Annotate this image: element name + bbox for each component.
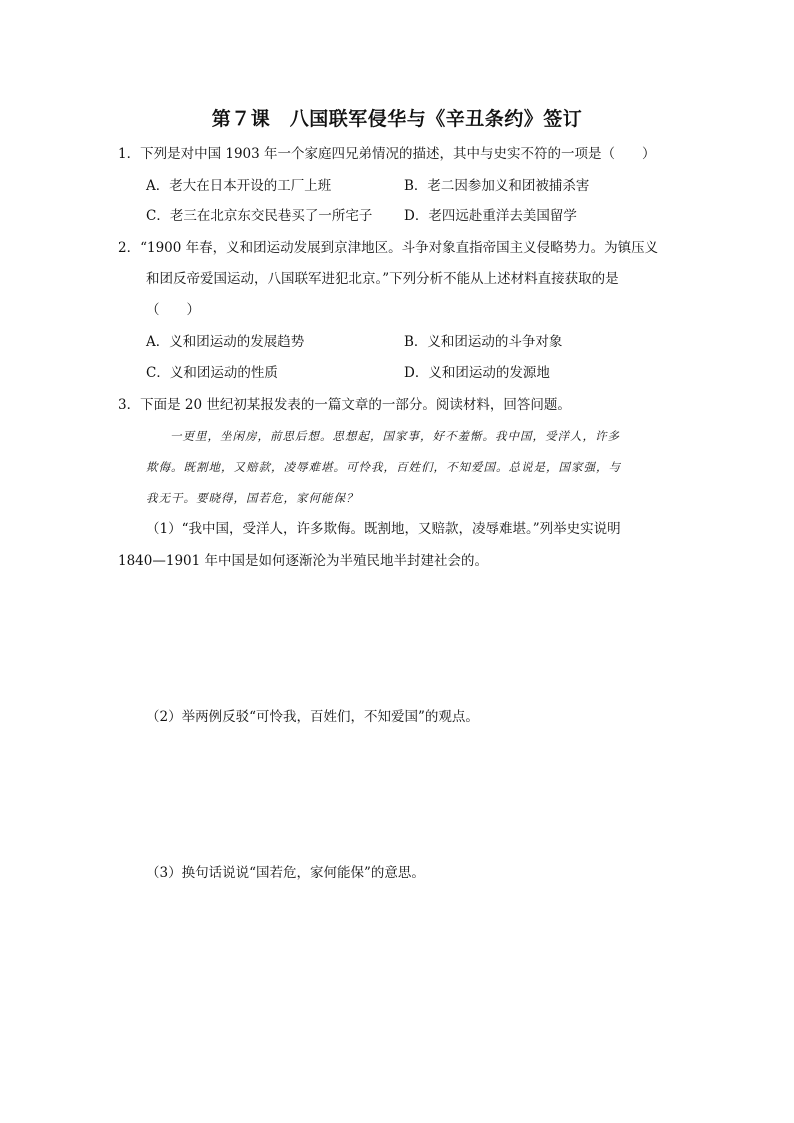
q1-option-d: D．老四远赴重洋去美国留学 [404, 208, 577, 224]
q1-option-a: A．老大在日本开设的工厂上班 [146, 178, 332, 194]
q2-stem-line3: （ ） [146, 302, 200, 318]
q1-option-b: B．老二因参加义和团被捕杀害 [404, 178, 590, 194]
q2-option-a: A．义和团运动的发展趋势 [146, 334, 305, 350]
q1-stem: 1．下列是对中国 1903 年一个家庭四兄弟情况的描述，其中与史实不符的一项是（ ） [118, 146, 656, 162]
q3-passage-line2: 欺侮。既割地，又赔款，凌辱难堪。可怜我，百姓们，不知爱国。总说是，国家强，与 [146, 460, 621, 474]
q3-sub2: （2）举两例反驳“可怜我，百姓们，不知爱国”的观点。 [146, 709, 479, 725]
q3-sub3: （3）换句话说说“国若危，家何能保”的意思。 [146, 865, 425, 881]
q3-sub1-line2: 1840—1901 年中国是如何逐渐沦为半殖民地半封建社会的。 [118, 553, 489, 569]
q2-stem-line2: 和团反帝爱国运动，八国联军进犯北京。”下列分析不能从上述材料直接获取的是 [146, 271, 619, 287]
q2-option-b: B．义和团运动的斗争对象 [404, 334, 563, 350]
q3-stem: 3．下面是 20 世纪初某报发表的一篇文章的一部分。阅读材料，回答问题。 [118, 397, 571, 413]
q3-passage-line1: 一更里，坐闲房，前思后想。思想起，国家事，好不羞惭。我中国，受洋人，许多 [170, 429, 620, 443]
lesson-title: 第７课 八国联军侵华与《辛丑条约》签订 [211, 108, 583, 130]
q2-option-c: C．义和团运动的性质 [146, 365, 278, 381]
q1-option-c: C．老三在北京东交民巷买了一所宅子 [146, 208, 373, 224]
q3-sub1-line1: （1）“我中国，受洋人，许多欺侮。既割地，又赔款，凌辱难堪。”列举史实说明 [146, 521, 621, 537]
q3-passage-line3: 我无干。要晓得，国若危，家何能保？ [146, 491, 359, 505]
q2-stem-line1: 2．“1900 年春，义和团运动发展到京津地区。斗争对象直指帝国主义侵略势力。为镇压义 [118, 240, 659, 256]
q2-option-d: D．义和团运动的发源地 [404, 365, 550, 381]
